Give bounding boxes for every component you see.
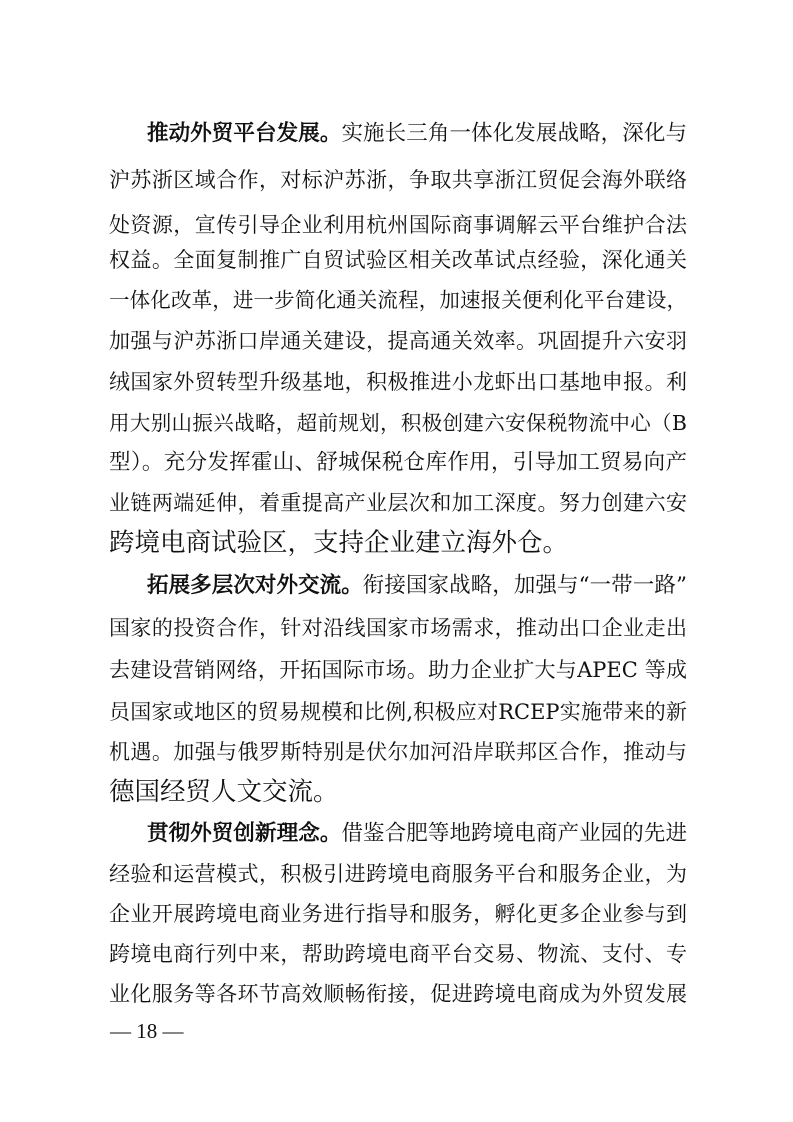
paragraph-line: 经验和运营模式，积极引进跨境电商服务平台和服务企业，为 (109, 862, 687, 886)
paragraph-line: 员国家或地区的贸易规模和比例,积极应对RCEP实施带来的新 (109, 700, 687, 724)
paragraph-line: 绒国家外贸转型升级基地，积极推进小龙虾出口基地申报。利 (109, 370, 687, 394)
paragraph-line: 国家的投资合作，针对沿线国家市场需求，推动出口企业走出 (109, 616, 687, 640)
paragraph-line: 德国经贸人文交流。 (109, 777, 339, 807)
paragraph-line: 业化服务等各环节高效顺畅衔接，促进跨境电商成为外贸发展 (109, 982, 687, 1006)
paragraph-line: 机遇。加强与俄罗斯特别是伏尔加河沿岸联邦区合作，推动与 (109, 740, 687, 764)
paragraph-line: 去建设营销网络，开拓国际市场。助力企业扩大与APEC 等成 (109, 658, 687, 682)
paragraph-line: 跨境电商行列中来，帮助跨境电商平台交易、物流、支付、专 (109, 942, 687, 966)
paragraph-line (147, 566, 687, 606)
paragraph-heading: 推动外贸平台发展。 (147, 121, 342, 146)
paragraph-line (147, 114, 687, 154)
paragraph-line (147, 814, 687, 854)
paragraph-text: 借鉴合肥等地跨境电商产业园的先进 (341, 821, 687, 846)
paragraph-line: 跨境电商试验区，支持企业建立海外仓。 (109, 528, 569, 558)
page-number: — 18 — (110, 1019, 184, 1043)
paragraph-line: 权益。全面复制推广自贸试验区相关改革试点经验，深化通关 (109, 248, 687, 272)
paragraph-line: 型）。充分发挥霍山、舒城保税仓库作用，引导加工贸易向产 (109, 450, 687, 475)
paragraph-text: 实施长三角一体化发展战略，深化与 (341, 121, 687, 146)
paragraph-line: 企业开展跨境电商业务进行指导和服务，孵化更多企业参与到 (109, 902, 687, 926)
paragraph-line: 业链两端延伸，着重提高产业层次和加工深度。努力创建六安 (109, 491, 687, 515)
paragraph-line: 沪苏浙区域合作，对标沪苏浙，争取共享浙江贸促会海外联络 (109, 168, 687, 192)
paragraph-line: 一体化改革，进一步简化通关流程，加速报关便利化平台建设， (109, 288, 687, 312)
paragraph-line: 加强与沪苏浙口岸通关建设，提高通关效率。巩固提升六安羽 (109, 329, 687, 353)
paragraph-line: 处资源，宣传引导企业利用杭州国际商事调解云平台维护合法 (109, 213, 687, 237)
paragraph-heading: 贯彻外贸创新理念。 (147, 821, 342, 846)
paragraph-line: 用大别山振兴战略，超前规划，积极创建六安保税物流中心（B (109, 411, 687, 435)
paragraph-text: 衔接国家战略，加强与“一带一路” (362, 573, 687, 598)
paragraph-heading: 拓展多层次对外交流。 (147, 573, 363, 598)
